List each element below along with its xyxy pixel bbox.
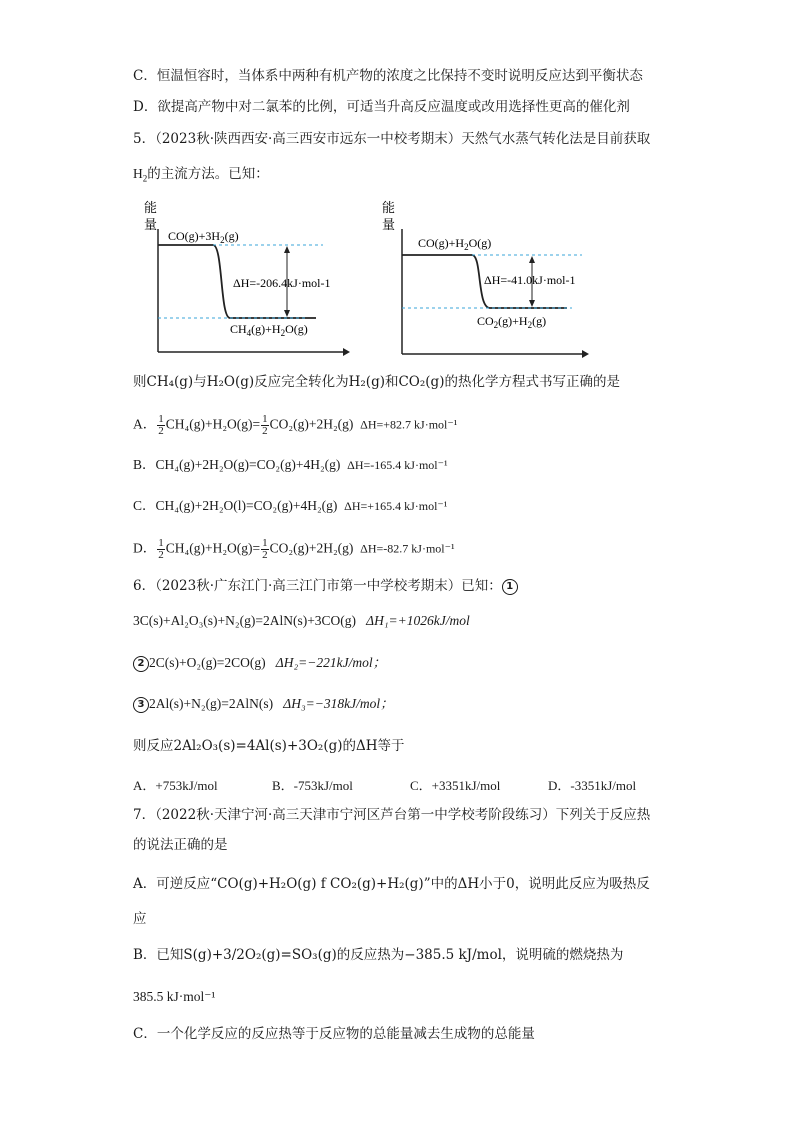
q7-option-c: C．一个化学反应的反应热等于反应物的总能量减去生成物的总能量 (133, 1026, 535, 1042)
q5-option-a: A． $\frac{1}{2}$ CH₄(g)+H₂O(g)= $\frac{1}{2}$ CO₂(g)+2H₂(g) ΔH=+82.7 kJ·mol⁻¹ (133, 413, 458, 437)
q6-header: 6．（2023秋·广东江门·高三江门市第一中学校考期末）已知： 1 (133, 577, 518, 595)
q6-eq2: 2 2C(s)+O₂(g)=2CO(g) ΔH₂=−221kJ/mol； (133, 654, 386, 672)
q5-option-b: B．CH₄(g)+2H₂O(g)=CO₂(g)+4H₂(g) ΔH=-165.4 kJ·mol⁻¹ (133, 457, 448, 472)
q5-stem: 则CH₄(g)与H₂O(g)反应完全转化为H₂(g)和CO₂(g)的热化学方程式书写正确的是 (133, 374, 620, 390)
circled-3-marker: 3 (133, 697, 149, 713)
q7-option-a-continuation: 应 (133, 911, 147, 927)
diagram2-dh-label: ΔH=-41.0kJ·mol-1 (484, 273, 576, 287)
circled-1-marker: 1 (502, 579, 518, 595)
q6-option-a: A．+753kJ/mol (133, 778, 218, 793)
q6-option-c: C．+3351kJ/mol (410, 778, 501, 793)
q7-header: 7．（2022秋·天津宁河·高三天津市宁河区芦台第一中学校考阶段练习）下列关于反应热 (133, 807, 651, 823)
diagram1-ylabel-2: 量 (144, 217, 158, 232)
diagram1-x-arrow (343, 348, 350, 356)
q6-stem: 则反应2Al₂O₃(s)=4Al(s)+3O₂(g)的ΔH等于 (133, 738, 405, 754)
energy-diagram-2 (382, 195, 597, 360)
circled-2-marker: 2 (133, 656, 149, 672)
diagram1-bottom-species: $CH_4(g)+H_2O(g)$ (230, 322, 308, 338)
q7-option-b: B．已知S(g)+3/2O₂(g)=SO₃(g)的反应热为−385.5 kJ/mol，说明硫的燃烧热为 (133, 947, 624, 963)
frac-half: $\frac{1}{2}$ (158, 413, 164, 437)
diagram1-top-species: $CO(g)+3H_2(g)$ (168, 229, 239, 245)
q4-option-c: C．恒温恒容时，当体系中两种有机产物的浓度之比保持不变时说明反应达到平衡状态 (133, 68, 643, 84)
q5-option-d: D． $\frac{1}{2}$ CH₄(g)+H₂O(g)= $\frac{1}{2}$ CO₂(g)+2H₂(g) ΔH=-82.7 kJ·mol⁻¹ (133, 537, 455, 561)
q6-eq1: 3C(s)+Al₂O₃(s)+N₂(g)=2AlN(s)+3CO(g) ΔH₁=+1026kJ/mol (133, 613, 470, 628)
diagram2-top-species: $CO(g)+H_2O(g)$ (418, 236, 492, 252)
diagram2-ylabel-1: 能 (382, 200, 396, 215)
diagram2-x-arrow (582, 350, 589, 358)
diagram1-ylabel-1: 能 (144, 200, 158, 215)
diagram2-bottom-species: $CO_2(g)+H_2(g)$ (477, 314, 547, 330)
q5-header-line2: $H_2$的主流方法。已知： (133, 166, 269, 184)
frac-half: $\frac{1}{2}$ (262, 413, 268, 437)
q4-option-d: D．欲提高产物中对二氯苯的比例，可适当升高反应温度或改用选择性更高的催化剂 (133, 99, 630, 115)
energy-diagram-1 (138, 195, 358, 360)
frac-half: $\frac{1}{2}$ (158, 537, 164, 561)
q5-header: 5．（2023秋·陕西西安·高三西安市远东一中校考期末）天然气水蒸气转化法是目前获取 (133, 131, 651, 147)
q6-option-b: B．-753kJ/mol (272, 778, 353, 793)
q5-option-c: C．CH₄(g)+2H₂O(l)=CO₂(g)+4H₂(g) ΔH=+165.4 kJ·mol⁻¹ (133, 498, 448, 513)
q6-option-d: D．-3351kJ/mol (548, 778, 637, 793)
diagram1-dh-label: ΔH=-206.4kJ·mol-1 (233, 276, 331, 290)
q6-eq3: 3 2Al(s)+N₂(g)=2AlN(s) ΔH₃=−318kJ/mol； (133, 695, 394, 713)
q7-option-a: A．可逆反应“CO(g)+H₂O(g) f CO₂(g)+H₂(g)”中的ΔH小于0，说明此反应为吸热反 (133, 876, 650, 892)
diagram2-ylabel-2: 量 (382, 217, 396, 232)
q7-header-line2: 的说法正确的是 (133, 837, 228, 853)
q7-option-b-continuation: 385.5 kJ·mol⁻¹ (133, 989, 216, 1004)
frac-half: $\frac{1}{2}$ (262, 537, 268, 561)
